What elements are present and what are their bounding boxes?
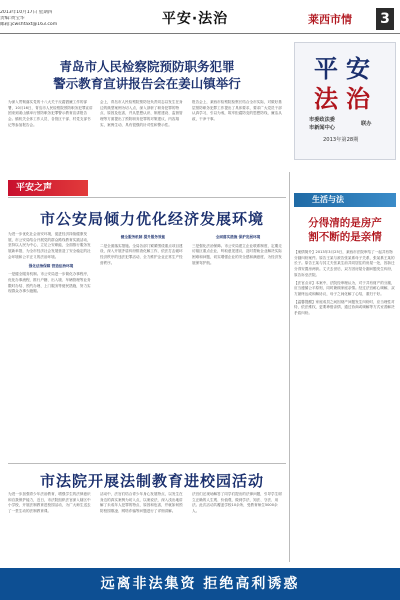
column-divider — [289, 172, 290, 562]
newspaper-logo: 莱西市情 — [308, 13, 352, 26]
lead-headline[interactable] — [12, 58, 282, 92]
top-strip — [0, 0, 400, 8]
article-rule — [8, 463, 286, 464]
section-tag-life: 生活与法 — [294, 193, 396, 207]
side-article-headline[interactable] — [294, 216, 396, 244]
page-number: 3 — [376, 8, 394, 30]
side-headline-line1: 分得清的是房产 — [308, 217, 382, 229]
column-logo-line1: 平安 — [314, 55, 378, 83]
article1-subhead1: 强化法治保障 营造法治环境 — [28, 263, 74, 268]
header-meta — [0, 10, 118, 28]
side-article-para2: 【法官点评】本案中，法院经审理认为，对于共有财产的分割，应当遵循公平原则，同时兼顾家庭亲情。经过法官耐心调解，双方最终达成和解协议，母子之间化解了心结，重归于好。 — [294, 280, 395, 296]
article1-subhead3: 全面落实措施 保护发展环境 — [215, 235, 261, 239]
column-logo-line2: 法治 — [314, 85, 378, 113]
lead-body-col2: 会上，青岛市人民检察院预防处负责同志以发生在身边的典型案例为切入点，深入剖析了职务犯罪的特点、原因及危害，并从思想认识、制度建设、监督管理等方面提出了预防职务犯罪的对策建议，内容翔实，案例生动，具有很强的针对性和警示性。 — [100, 100, 183, 127]
header-editor: 责编:黄宝华 — [0, 16, 25, 21]
article1-para2: 一是健全服务机制。市公安局进一步简化办事程序，优化办事流程，推行户籍、出入境、车辆管理等业务限时办结、预约办理、上门服务等便民措施，努力实现群众办事少跑腿。 — [8, 272, 91, 294]
side-article-body — [294, 250, 396, 562]
lead-headline-line1: 青岛市人民检察院预防职务犯罪 — [59, 59, 235, 74]
article1-para1: 为进一步优化社会治安环境，促进经济持续健康发展，市公安局结合开展党的群众路线教育实践活动，坚持以人民为中心，立足公安职能，全面推行服务发展新举措，为全市经济社会发展营造了安全稳定的社会环境和公平正义的法治环境。 — [8, 232, 91, 259]
organizer-2: 市新闻中心 — [309, 125, 335, 131]
page-header — [0, 8, 400, 32]
article1-para3: 二是全面落实措施。全局各部门紧紧围绕重点项目建设，深入开展矛盾纠纷排查化解工作，依法打击破坏经济秩序的违法犯罪活动，全力维护企业正常生产经营秩序。 — [100, 243, 183, 265]
section-tag-voice: 平安之声 — [8, 180, 88, 196]
article1-col1 — [8, 232, 94, 458]
article2-col2: 活动中，法官们结合青少年身心发展特点，以发生在身边的真实案例为切入点，以案说法，深入浅出地讲解了未成年人犯罪的特点、原因和危害，并就如何预防校园欺凌、网络诈骗等问题进行了详细讲解。 — [100, 492, 183, 514]
article2-headline[interactable]: 市法院开展法制教育进校园活动 — [40, 472, 265, 490]
lead-headline-line2: 警示教育宣讲报告会在姜山镇举行 — [53, 76, 241, 91]
issue-number: 2013年第28期 — [323, 137, 359, 143]
side-headline-line2: 割不断的是亲情 — [308, 231, 382, 243]
article1-subhead2: 健全服务机制 提升服务效能 — [120, 235, 166, 239]
section-rule — [8, 197, 286, 198]
side-article-para1: 【案情简介】2013年3月25日，莱西市法院审结了一起共有物分割纠纷案件。原告王某与被告张某系母子关系，张某系王某的长子。原告王某与其丈夫张某生前共同居住的房屋一处，因拆迁分得安置房两套。丈夫去世后，双方因房屋分割问题发生纠纷，原告诉至法院。 — [294, 250, 395, 277]
header-date: 2013年10月17日 星期四 — [0, 10, 53, 15]
column-logo-box — [294, 42, 396, 160]
article1-col3 — [192, 232, 284, 458]
lead-body-col3: 报告会上，莱西市检察院检察长结合全市实际，对做好基层预防职务犯罪工作提出了具体要求，要求广大党员干部认真学习，引以为戒，筑牢拒腐防变的思想防线，廉洁从政，干净干事。 — [192, 100, 282, 122]
article1-col2 — [100, 232, 186, 458]
header-rule — [0, 33, 400, 34]
article1-headline[interactable]: 市公安局倾力优化经济发展环境 — [40, 210, 265, 228]
article2-col3: 法官们还现场解答了同学们提出的法律问题，引导学生树立正确的人生观、价值观，做到学法、知法、守法、用法。此次活动共覆盖学校10余所，受教育师生5000余人。 — [192, 492, 282, 514]
header-email: 邮箱:jcwshfaxt@163.com — [0, 22, 58, 27]
article1-para4: 三是强化法治保障。市公安局建立企业联系制度，定期走访辖区重点企业，听取意见建议，及时帮助企业解决实际困难和问题，切实增强企业的安全感和满意度，为经济发展保驾护航。 — [192, 243, 282, 265]
lead-body-col1: 为深入贯彻落实党的十八大关于反腐倡廉工作的部署，10月16日，青岛市人民检察院预防职务犯罪宣讲团来到姜山镇举行预防职务犯罪警示教育宣讲报告会。镇机关全体工作人员、各管区干部、村党支部书记等参加报告会。 — [8, 100, 93, 127]
article2-col1: 为进一步加强青少年法治教育，增强学生的法律意识和自我保护能力，近日，市法院组织法官深入辖区中小学校，开展法制教育进校园活动，为广大师生送去了一堂生动的法制教育课。 — [8, 492, 91, 514]
section-title: 平安·法治 — [161, 11, 229, 27]
organizer-1: 市委政法委 — [309, 117, 335, 123]
bottom-slogan-banner: 远离非法集资 拒绝高利诱惑 — [0, 568, 400, 600]
organizer-joint: 联办 — [361, 121, 372, 127]
side-article-para3: 【温馨提醒】家庭成员之间因财产问题发生纠纷时，应当理性对待，依法维权，更要珍惜亲情，通过协商或调解等方式妥善解决矛盾纠纷。 — [294, 299, 395, 316]
